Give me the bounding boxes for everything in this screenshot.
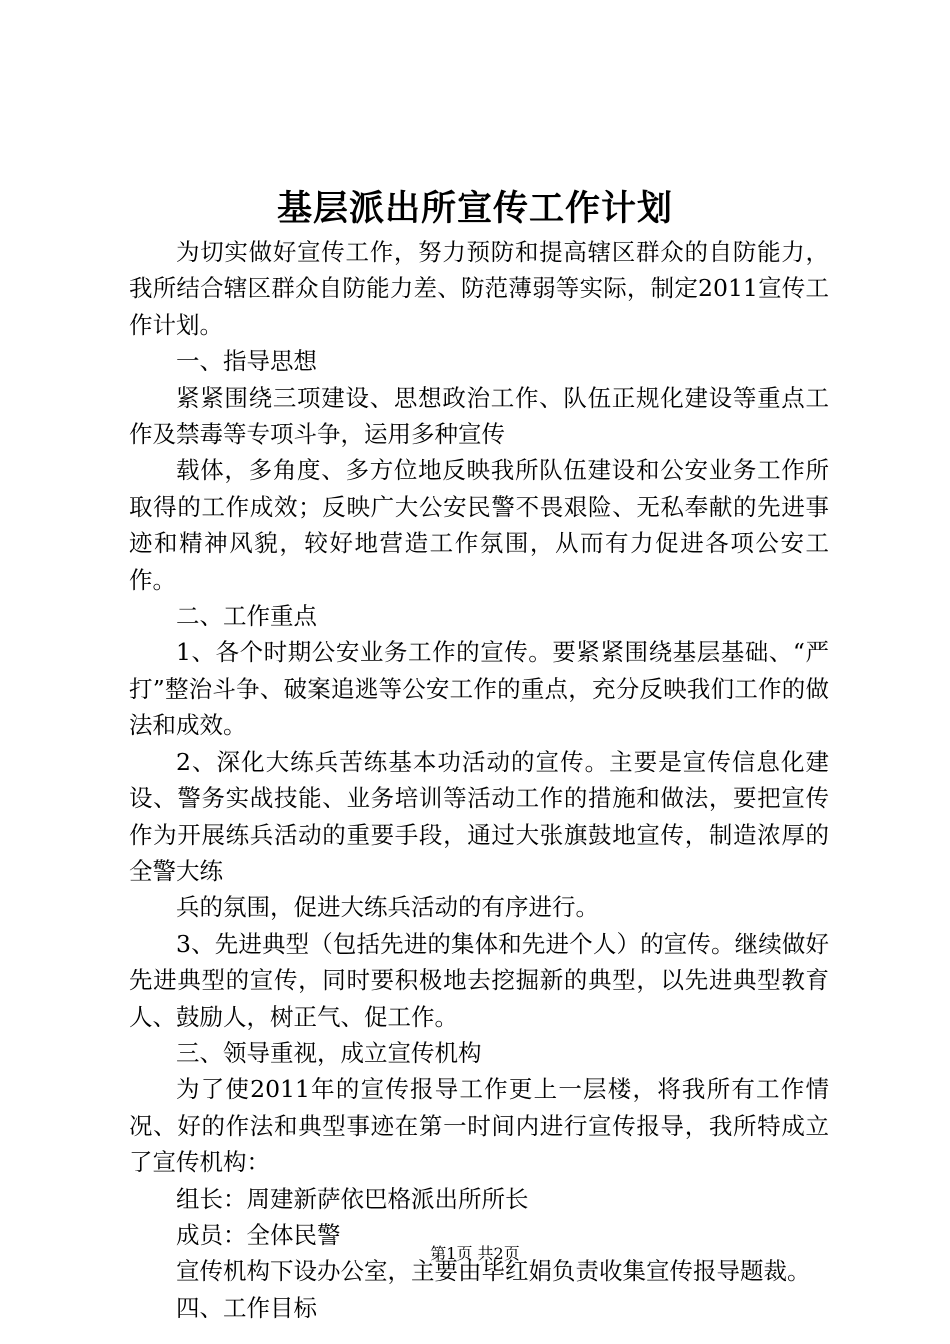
page-footer: 第1页 共2页 (430, 1244, 520, 1263)
paragraph: 1、各个时期公安业务工作的宣传。要紧紧围绕基层基础、“严打”整治斗争、破案追逃等公安工作的重点，充分反映我们工作的做法和成效。 (129, 638, 829, 740)
paragraph-intro: 为切实做好宣传工作，努力预防和提高辖区群众的自防能力，我所结合辖区群众自防能力差、防范薄弱等实际，制定2011宣传工作计划。 (129, 238, 829, 339)
paragraph: 3、先进典型（包括先进的集体和先进个人）的宣传。继续做好先进典型的宣传，同时要积极地去挖掘新的典型，以先进典型教育人、鼓励人，树正气、促工作。 (129, 929, 829, 1031)
document-title: 基层派出所宣传工作计划 (276, 188, 673, 229)
paragraph-team-members: 成员：全体民警 (176, 1220, 341, 1249)
section-heading-guiding-ideology: 一、指导思想 (176, 347, 317, 376)
paragraph-team-leader: 组长：周建新萨依巴格派出所所长 (176, 1184, 529, 1213)
document-body (129, 234, 829, 1326)
paragraph: 紧紧围绕三项建设、思想政治工作、队伍正规化建设等重点工作及禁毒等专项斗争，运用多种宣传 (129, 383, 829, 449)
paragraph: 兵的氛围，促进大练兵活动的有序进行。 (176, 893, 599, 922)
paragraph: 为了使2011年的宣传报导工作更上一层楼，将我所有工作情况、好的作法和典型事迹在第一时间内进行宣传报导，我所特成立了宣传机构： (129, 1075, 829, 1177)
paragraph: 宣传机构下设办公室，主要由毕红娟负责收集宣传报导题裁。 (176, 1257, 811, 1286)
paragraph: 载体，多角度、多方位地反映我所队伍建设和公安业务工作所取得的工作成效；反映广大公安民警不畏艰险、无私奉献的先进事迹和精神风貌，较好地营造工作氛围，从而有力促进各项公安工作。 (129, 456, 829, 594)
section-heading-work-goals: 四、工作目标 (176, 1293, 317, 1322)
paragraph: 2、深化大练兵苦练基本功活动的宣传。主要是宣传信息化建设、警务实战技能、业务培训等活动工作的措施和做法，要把宣传作为开展练兵活动的重要手段，通过大张旗鼓地宣传，制造浓厚的全警大练 (129, 747, 829, 885)
section-heading-leadership: 三、领导重视，成立宣传机构 (176, 1038, 482, 1067)
section-heading-work-focus: 二、工作重点 (176, 602, 317, 631)
